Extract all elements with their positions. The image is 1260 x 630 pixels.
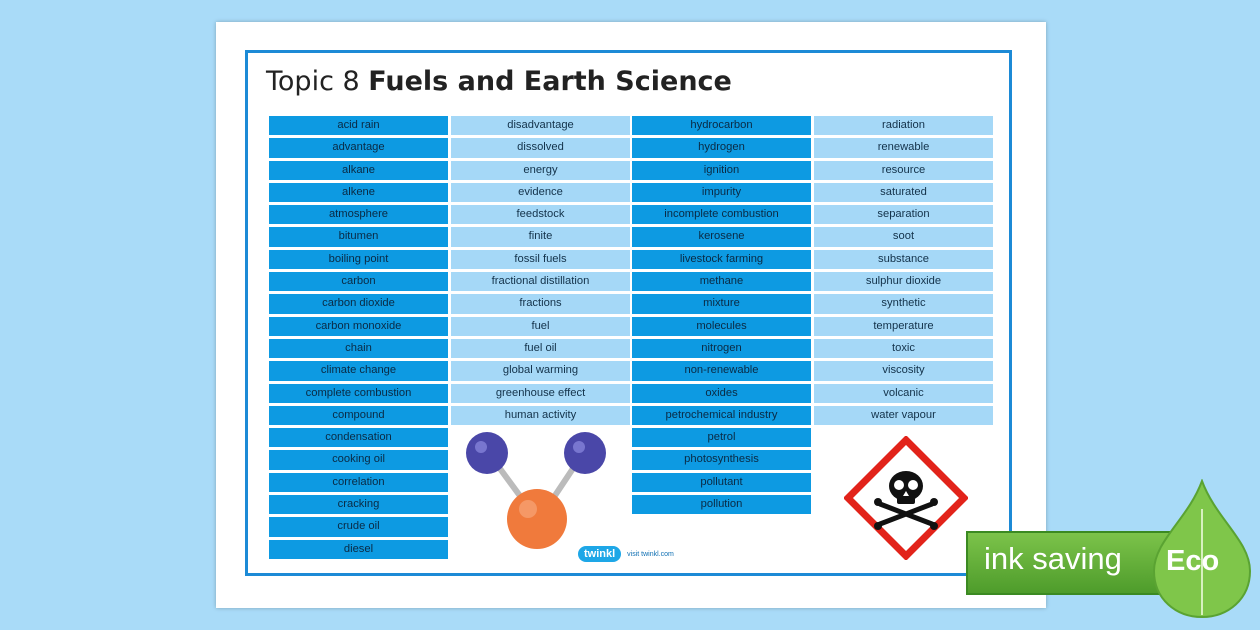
word-cell: livestock farming [632, 250, 811, 269]
word-cell: fossil fuels [451, 250, 630, 269]
word-cell: dissolved [451, 138, 630, 157]
word-cell: toxic [814, 339, 993, 358]
word-cell: nitrogen [632, 339, 811, 358]
word-cell: resource [814, 161, 993, 180]
page-title [266, 66, 732, 106]
word-column-4 [814, 116, 993, 428]
ink-saving-badge [966, 531, 1260, 595]
ink-saving-label: ink saving [984, 541, 1122, 576]
word-cell: substance [814, 250, 993, 269]
twinkl-brand: twinkl [578, 546, 621, 562]
word-cell: soot [814, 227, 993, 246]
word-mat-sheet [216, 22, 1046, 608]
word-cell: incomplete combustion [632, 205, 811, 224]
title-prefix: Topic 8 [266, 66, 360, 97]
word-cell: human activity [451, 406, 630, 425]
word-cell: climate change [269, 361, 448, 380]
word-cell: sulphur dioxide [814, 272, 993, 291]
word-cell: energy [451, 161, 630, 180]
word-cell: oxides [632, 384, 811, 403]
word-cell: crude oil [269, 517, 448, 536]
word-cell: atmosphere [269, 205, 448, 224]
word-cell: chain [269, 339, 448, 358]
word-cell: alkene [269, 183, 448, 202]
word-cell: correlation [269, 473, 448, 492]
word-cell: bitumen [269, 227, 448, 246]
word-cell: fuel oil [451, 339, 630, 358]
word-cell: global warming [451, 361, 630, 380]
word-cell: saturated [814, 183, 993, 202]
word-cell: fuel [451, 317, 630, 336]
word-cell: diesel [269, 540, 448, 559]
word-cell: compound [269, 406, 448, 425]
word-cell: pollutant [632, 473, 811, 492]
word-cell: evidence [451, 183, 630, 202]
word-cell: mixture [632, 294, 811, 313]
word-cell: cooking oil [269, 450, 448, 469]
word-cell: petrol [632, 428, 811, 447]
word-cell: synthetic [814, 294, 993, 313]
word-cell: water vapour [814, 406, 993, 425]
twinkl-visit-text: visit twinkl.com [627, 550, 674, 558]
toxic-hazard-icon [844, 436, 968, 560]
word-cell: carbon [269, 272, 448, 291]
title-main: Fuels and Earth Science [368, 66, 732, 97]
word-cell: radiation [814, 116, 993, 135]
word-cell: petrochemical industry [632, 406, 811, 425]
word-cell: molecules [632, 317, 811, 336]
word-cell: alkane [269, 161, 448, 180]
word-cell: boiling point [269, 250, 448, 269]
word-cell: feedstock [451, 205, 630, 224]
word-cell: photosynthesis [632, 450, 811, 469]
word-cell: methane [632, 272, 811, 291]
word-cell: renewable [814, 138, 993, 157]
word-cell: carbon monoxide [269, 317, 448, 336]
word-cell: impurity [632, 183, 811, 202]
word-cell: viscosity [814, 361, 993, 380]
word-cell: separation [814, 205, 993, 224]
word-column-1 [269, 116, 448, 562]
word-cell: hydrogen [632, 138, 811, 157]
word-cell: disadvantage [451, 116, 630, 135]
word-cell: acid rain [269, 116, 448, 135]
word-cell: advantage [269, 138, 448, 157]
word-cell: hydrocarbon [632, 116, 811, 135]
word-column-3 [632, 116, 811, 517]
word-cell: complete combustion [269, 384, 448, 403]
word-cell: greenhouse effect [451, 384, 630, 403]
word-column-2 [451, 116, 630, 428]
word-cell: temperature [814, 317, 993, 336]
word-cell: condensation [269, 428, 448, 447]
twinkl-logo [578, 544, 674, 564]
word-cell: pollution [632, 495, 811, 514]
molecule-icon [462, 427, 612, 557]
word-cell: carbon dioxide [269, 294, 448, 313]
eco-label: Eco [1166, 545, 1220, 577]
word-cell: volcanic [814, 384, 993, 403]
word-cell: finite [451, 227, 630, 246]
word-cell: non-renewable [632, 361, 811, 380]
word-cell: ignition [632, 161, 811, 180]
word-cell: fractional distillation [451, 272, 630, 291]
word-cell: fractions [451, 294, 630, 313]
word-cell: kerosene [632, 227, 811, 246]
word-cell: cracking [269, 495, 448, 514]
